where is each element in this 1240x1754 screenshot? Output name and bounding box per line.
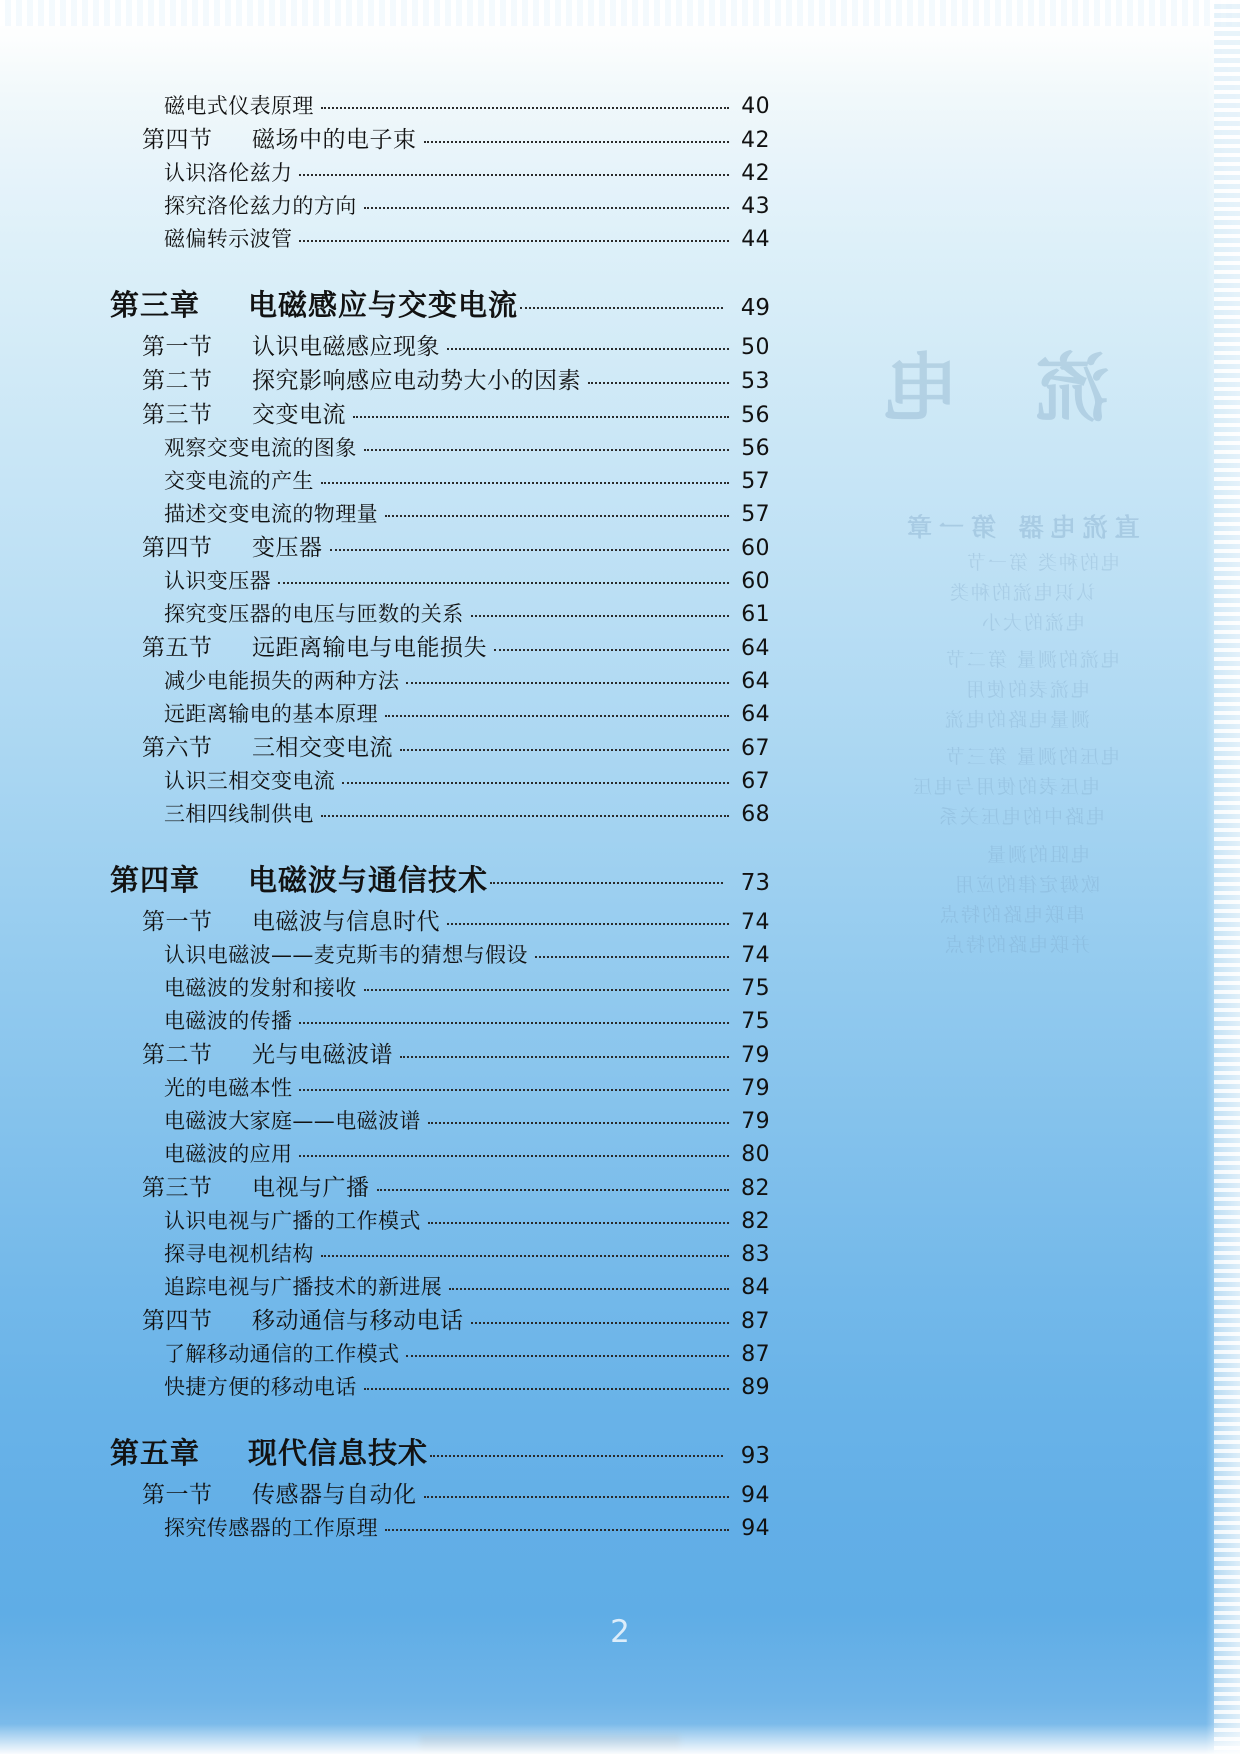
toc-leader-dots [428,1122,729,1124]
toc-sub-row[interactable] [110,604,770,626]
toc-sub-row[interactable] [110,438,770,460]
toc-entry-title: 探究传感器的工作原理 [164,1516,378,1540]
toc-entry-page: 56 [741,436,770,461]
toc-leader-dots [321,815,729,817]
toc-entry-page: 64 [741,636,770,661]
bleed-through-line: 电流的大小 [979,612,1085,634]
toc-leader-dots [299,174,729,176]
toc-section-row[interactable] [110,911,770,934]
toc-section-row[interactable] [110,1044,770,1067]
toc-entry-page: 79 [741,1109,770,1134]
page-top-edge [0,0,1240,26]
bleed-through-line: 认识电流的种类 [947,582,1095,604]
toc-entry-title: 认识洛伦兹力 [164,161,293,185]
toc-entry-page: 42 [741,161,770,186]
toc-entry-title: 三相交变电流 [252,735,393,761]
bleed-through-line: 电压表的使用与电压 [910,776,1100,798]
toc-section-row[interactable] [110,737,770,760]
toc-entry-number: 第四节 [142,127,213,153]
toc-leader-dots [330,549,730,551]
toc-entry-number: 第二节 [142,368,213,394]
toc-entry-page: 75 [741,1009,770,1034]
toc-leader-dots [278,582,729,584]
toc-leader-dots [424,1496,730,1498]
toc-entry-page: 42 [741,128,770,153]
toc-entry-title: 光与电磁波谱 [252,1042,393,1068]
toc-leader-dots [447,923,729,925]
toc-section-row[interactable] [110,1310,770,1333]
toc-leader-dots [321,1255,729,1257]
toc-entry-page: 87 [741,1342,770,1367]
toc-entry-title: 电磁波的传播 [164,1009,293,1033]
toc-entry-title: 认识电磁波——麦克斯韦的猜想与假设 [164,943,528,967]
toc-leader-dots [364,989,729,991]
toc-leader-dots [406,1355,729,1357]
toc-entry-title: 电磁波大家庭——电磁波谱 [164,1109,421,1133]
toc-leader-dots [364,1388,729,1390]
toc-entry-page: 43 [741,194,770,219]
toc-sub-row[interactable] [110,196,770,218]
page-number: 2 [610,1614,630,1650]
toc-sub-row[interactable] [110,1277,770,1299]
toc-entry-page: 50 [741,335,770,360]
toc-sub-row[interactable] [110,804,770,826]
toc-leader-dots [400,749,729,751]
bleed-through-line: 电压的测量 第三节 [943,746,1120,768]
toc-entry-page: 93 [740,1443,770,1469]
toc-entry-title: 探究影响感应电动势大小的因素 [252,368,581,394]
toc-entry-page: 73 [740,870,770,896]
toc-leader-dots [364,449,729,451]
table-of-contents [110,96,770,1540]
toc-entry-title: 追踪电视与广播技术的新进展 [164,1275,443,1299]
toc-entry-page: 67 [741,769,770,794]
toc-entry-page: 87 [741,1309,770,1334]
toc-leader-dots [364,207,729,209]
toc-entry-number: 第三节 [142,402,213,428]
bleed-through-chapter: 直流电器 第一章 [900,513,1140,542]
toc-entry-page: 57 [741,502,770,527]
toc-entry-title: 认识电磁感应现象 [252,334,440,360]
toc-leader-dots [406,682,729,684]
toc-entry-number: 第五章 [110,1436,201,1470]
toc-entry-number: 第三节 [142,1175,213,1201]
toc-sub-row[interactable] [110,945,770,967]
toc-sub-row[interactable] [110,1244,770,1266]
toc-entry-page: 60 [741,536,770,561]
toc-entry-title: 变压器 [252,535,323,561]
toc-section-row[interactable] [110,370,770,393]
toc-section-row[interactable] [110,537,770,560]
toc-entry-page: 40 [741,94,770,119]
toc-section-row[interactable] [110,129,770,152]
toc-entry-page: 75 [741,976,770,1001]
toc-entry-title: 探寻电视机结构 [164,1242,314,1266]
toc-section-row[interactable] [110,336,770,359]
toc-entry-title: 光的电磁本性 [164,1076,293,1100]
toc-sub-row[interactable] [110,1144,770,1166]
toc-sub-row[interactable] [110,229,770,251]
toc-leader-dots [471,615,729,617]
toc-entry-page: 82 [741,1209,770,1234]
toc-leader-dots [321,107,729,109]
toc-entry-title: 磁场中的电子束 [252,127,417,153]
toc-sub-row[interactable] [110,1011,770,1033]
toc-entry-number: 第一节 [142,1482,213,1508]
toc-entry-page: 68 [741,802,770,827]
toc-sub-row[interactable] [110,471,770,493]
toc-entry-title: 磁偏转示波管 [164,227,293,251]
toc-entry-title: 电磁感应与交变电流 [248,288,519,322]
toc-leader-dots [535,956,729,958]
toc-entry-number: 第四节 [142,535,213,561]
toc-leader-dots [424,141,730,143]
toc-section-row[interactable] [110,637,770,660]
toc-entry-page: 44 [741,227,770,252]
toc-chapter-row[interactable] [110,1436,770,1470]
toc-entry-number: 第二节 [142,1042,213,1068]
toc-chapter-row[interactable] [110,288,770,322]
toc-entry-title: 探究洛伦兹力的方向 [164,194,357,218]
toc-sub-row[interactable] [110,1111,770,1133]
toc-leader-dots [377,1189,730,1191]
bleed-through-line: 电路中的电压关系 [936,806,1105,828]
bleed-through-line: 电阻的测量 [984,844,1090,866]
bleed-through-line: 并联电路的特点 [942,934,1090,956]
toc-entry-title: 减少电能损失的两种方法 [164,669,400,693]
toc-sub-row[interactable] [110,1518,770,1540]
toc-leader-dots [494,649,729,651]
toc-entry-number: 第一节 [142,909,213,935]
toc-entry-number: 第五节 [142,635,213,661]
toc-leader-dots [353,416,729,418]
toc-entry-title: 电磁波与通信技术 [248,863,489,897]
toc-entry-page: 84 [741,1275,770,1300]
toc-entry-page: 57 [741,469,770,494]
toc-entry-title: 观察交变电流的图象 [164,436,357,460]
toc-sub-row[interactable] [110,96,770,118]
toc-entry-page: 64 [741,669,770,694]
bleed-through-line: 欧姆定律的应用 [952,874,1100,896]
toc-leader-dots [400,1056,729,1058]
toc-leader-dots [299,1022,729,1024]
toc-entry-page: 79 [741,1043,770,1068]
toc-sub-row[interactable] [110,978,770,1000]
toc-entry-title: 认识电视与广播的工作模式 [164,1209,421,1233]
bleed-through-title: 流 电 [858,346,1110,432]
toc-leader-dots [385,1529,729,1531]
bleed-through-line: 电的种类 第一节 [964,552,1120,574]
toc-entry-page: 64 [741,702,770,727]
toc-entry-page: 79 [741,1076,770,1101]
page-edge-texture [1214,0,1240,1754]
toc-section-row[interactable] [110,1177,770,1200]
toc-entry-title: 了解移动通信的工作模式 [164,1342,400,1366]
toc-leader-dots [321,482,729,484]
toc-leader-dots [385,715,729,717]
toc-entry-number: 第一节 [142,334,213,360]
toc-entry-title: 传感器与自动化 [252,1482,417,1508]
toc-entry-title: 电磁波的发射和接收 [164,976,357,1000]
toc-entry-page: 60 [741,569,770,594]
toc-entry-number: 第四章 [110,863,201,897]
toc-entry-page: 94 [741,1516,770,1541]
toc-entry-title: 交变电流 [252,402,346,428]
toc-sub-row[interactable] [110,163,770,185]
toc-leader-dots [428,1222,729,1224]
toc-leader-dots [447,348,729,350]
toc-entry-title: 快捷方便的移动电话 [164,1375,357,1399]
toc-entry-title: 现代信息技术 [248,1436,429,1470]
toc-leader-dots [588,382,729,384]
bleed-through-line: 电流的测量 第二节 [943,649,1120,671]
toc-chapter-row[interactable] [110,863,770,897]
toc-entry-title: 交变电流的产生 [164,469,314,493]
toc-entry-number: 第四节 [142,1308,213,1334]
toc-leader-dots [299,1155,729,1157]
toc-entry-title: 探究变压器的电压与匝数的关系 [164,602,464,626]
toc-entry-page: 94 [741,1483,770,1508]
toc-section-row[interactable] [110,1484,770,1507]
toc-leader-dots [449,1288,729,1290]
bleed-through-line: 电流表的使用 [963,679,1090,701]
toc-entry-title: 描述交变电流的物理量 [164,502,378,526]
toc-sub-row[interactable] [110,504,770,526]
toc-leader-dots [430,1455,723,1457]
toc-leader-dots [520,307,723,309]
toc-entry-page: 53 [741,369,770,394]
toc-sub-row[interactable] [110,671,770,693]
toc-sub-row[interactable] [110,771,770,793]
toc-entry-number: 第六节 [142,735,213,761]
toc-leader-dots [490,882,723,884]
bleed-through-line: 串联电路的特点 [937,904,1085,926]
toc-entry-title: 电视与广播 [252,1175,370,1201]
toc-entry-title: 远距离输电的基本原理 [164,702,378,726]
toc-entry-title: 电磁波与信息时代 [252,909,440,935]
toc-entry-page: 89 [741,1375,770,1400]
toc-entry-page: 83 [741,1242,770,1267]
toc-sub-row[interactable] [110,1078,770,1100]
toc-sub-row[interactable] [110,1377,770,1399]
toc-entry-page: 49 [740,295,770,321]
toc-entry-page: 80 [741,1142,770,1167]
toc-sub-row[interactable] [110,704,770,726]
toc-entry-title: 认识变压器 [164,569,271,593]
toc-entry-title: 认识三相交变电流 [164,769,336,793]
page-bottom-edge [0,1724,1240,1754]
toc-entry-title: 移动通信与移动电话 [252,1308,464,1334]
toc-entry-page: 74 [741,943,770,968]
toc-sub-row[interactable] [110,571,770,593]
toc-leader-dots [471,1322,730,1324]
toc-leader-dots [299,240,729,242]
toc-entry-title: 三相四线制供电 [164,802,314,826]
toc-leader-dots [385,515,729,517]
toc-section-row[interactable] [110,404,770,427]
toc-leader-dots [299,1089,729,1091]
toc-sub-row[interactable] [110,1344,770,1366]
toc-sub-row[interactable] [110,1211,770,1233]
toc-entry-title: 电磁波的应用 [164,1142,293,1166]
toc-leader-dots [342,782,729,784]
toc-entry-page: 67 [741,736,770,761]
toc-entry-page: 56 [741,403,770,428]
toc-entry-number: 第三章 [110,288,201,322]
toc-entry-page: 61 [741,602,770,627]
bleed-through-line: 测量电路的电流 [942,709,1090,731]
toc-entry-page: 74 [741,910,770,935]
toc-entry-page: 82 [741,1176,770,1201]
toc-entry-title: 磁电式仪表原理 [164,94,314,118]
toc-entry-title: 远距离输电与电能损失 [252,635,487,661]
